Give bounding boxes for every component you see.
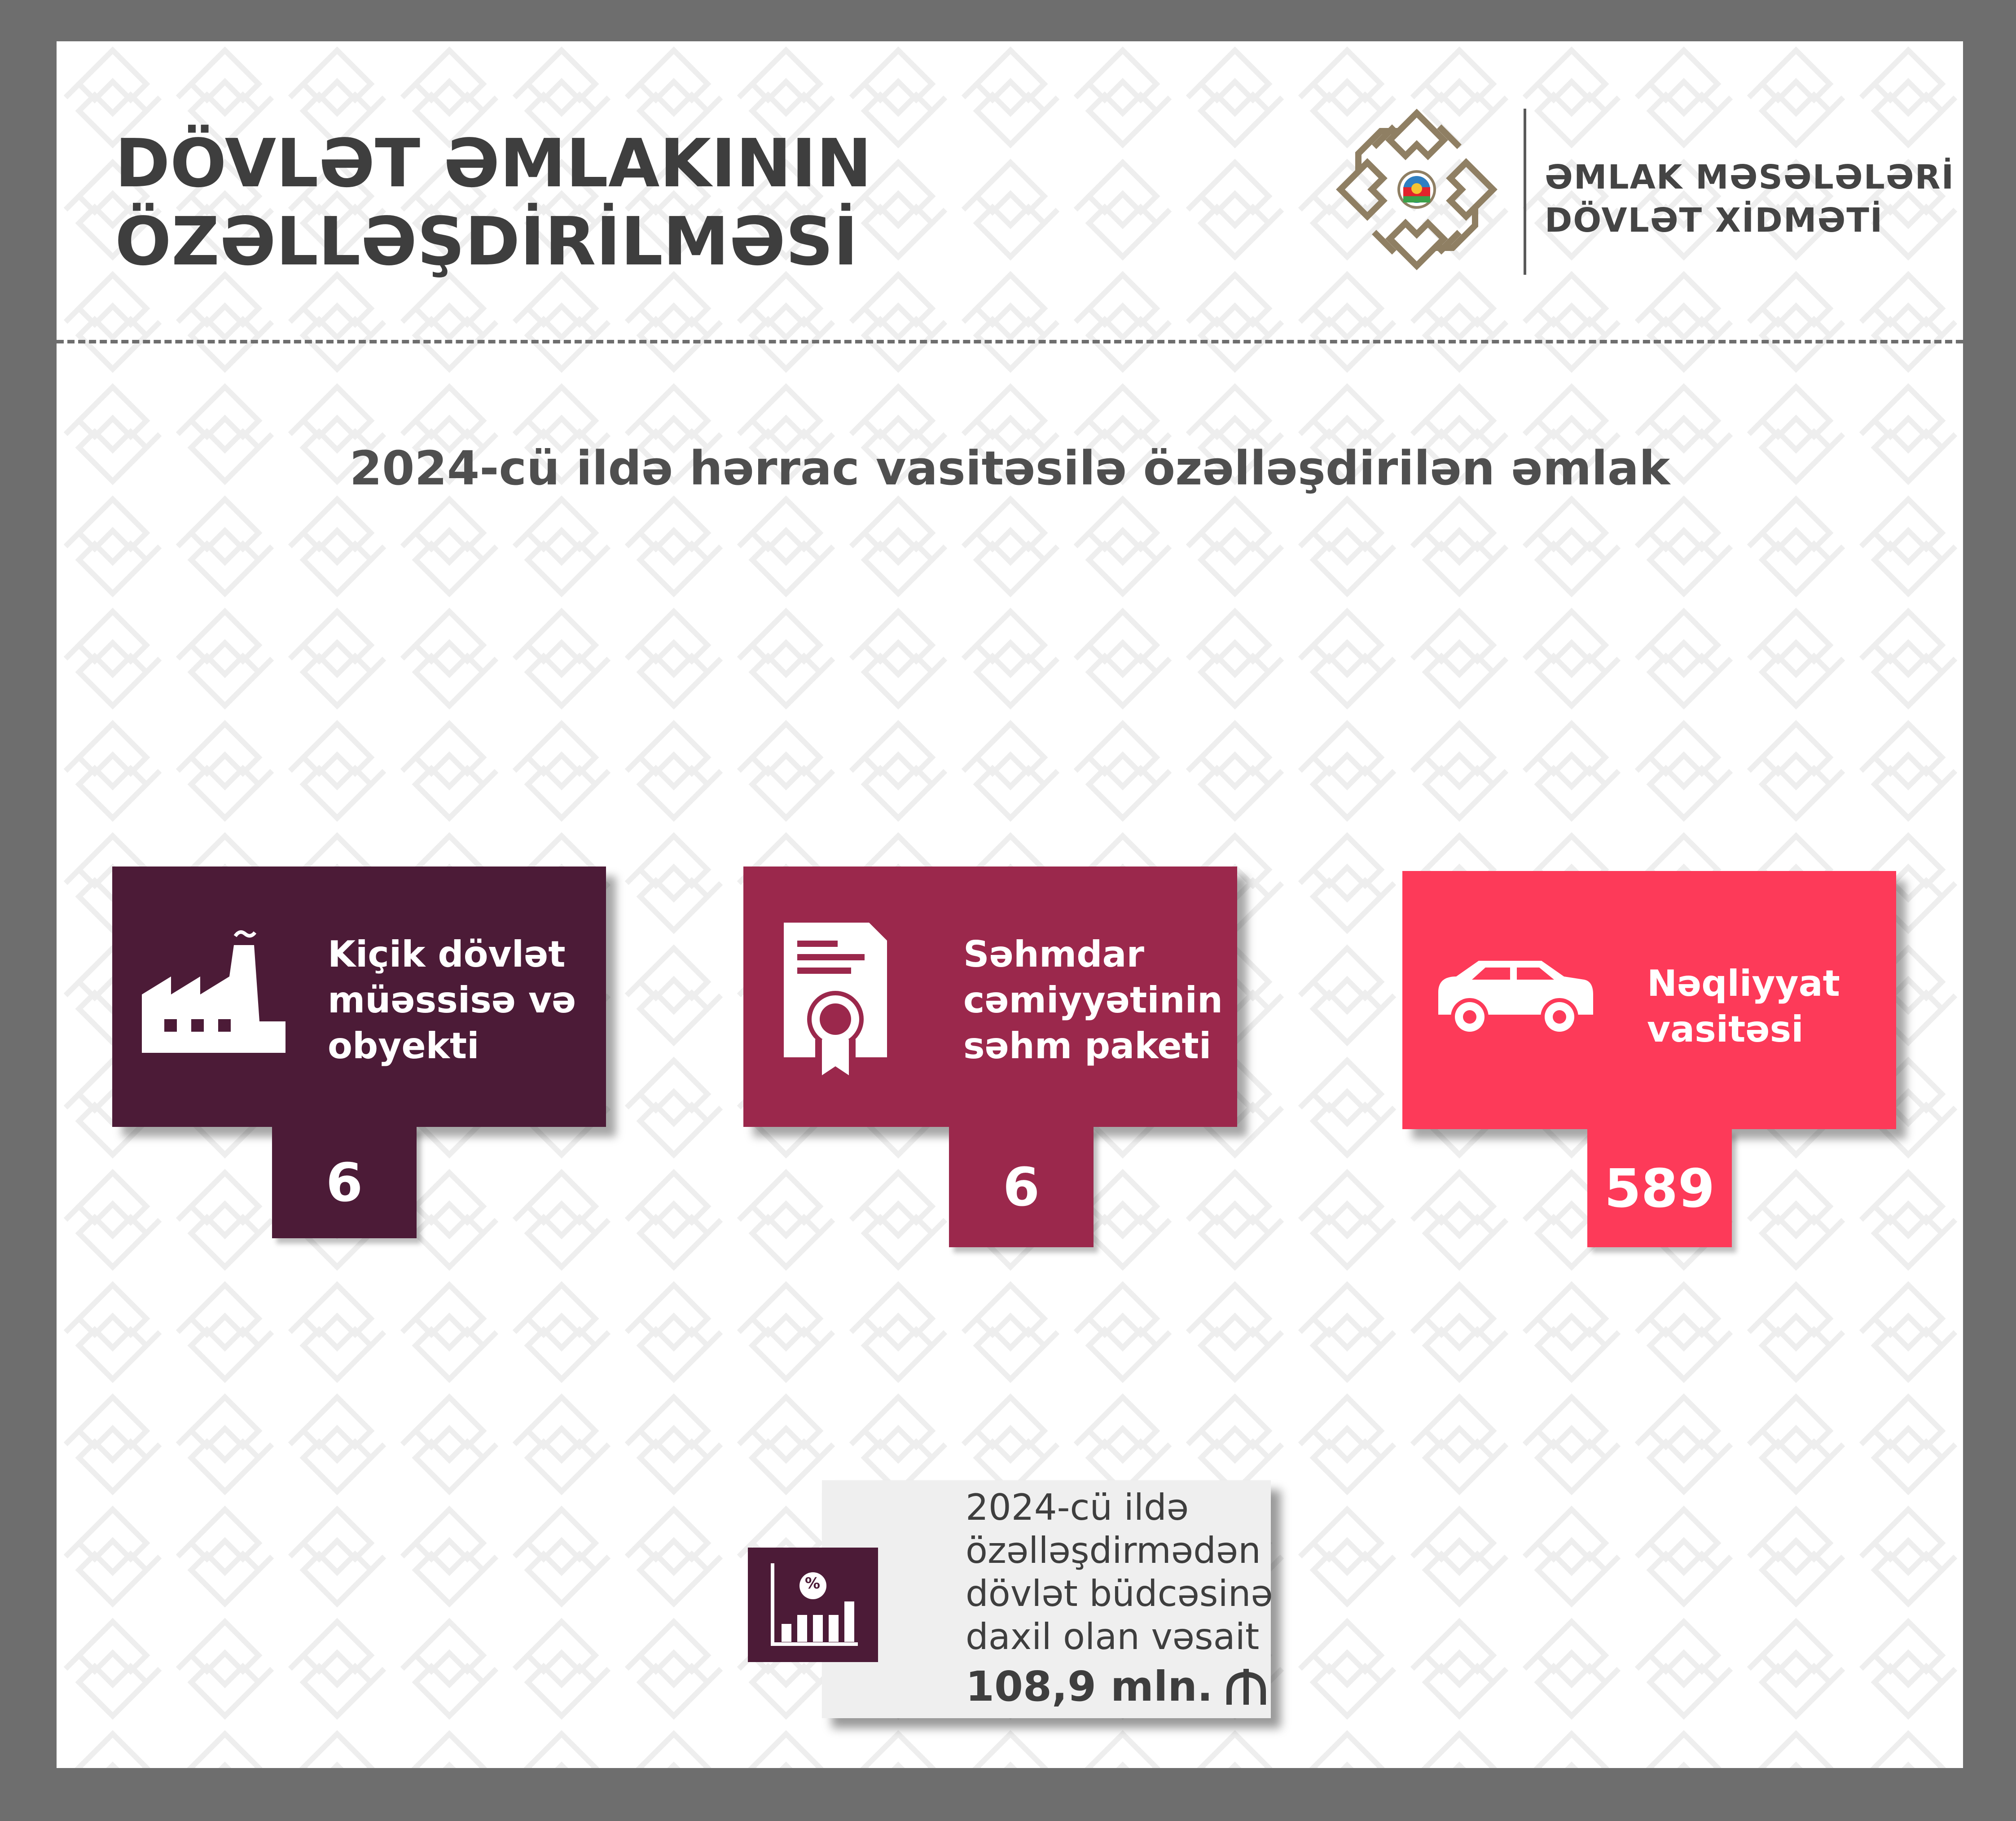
logo-divider: [1524, 109, 1526, 275]
organization-name-line2: DÖVLƏT XİDMƏTİ: [1545, 201, 1884, 240]
category-label-line: müəssisə və: [328, 979, 576, 1021]
car-icon: [1429, 952, 1600, 1042]
infographic-frame: [57, 41, 1963, 1768]
manat-icon: [1224, 1667, 1269, 1707]
revenue-icon-box: [748, 1548, 878, 1662]
section-subtitle: 2024-cü ildə hərrac vasitəsilə özəlləşdirilən əmlak: [349, 441, 1670, 496]
revenue-description-line: 2024-cü ildə: [966, 1487, 1189, 1528]
category-card-enterprises: [112, 867, 606, 1127]
factory-icon: [137, 918, 290, 1062]
category-label: [963, 932, 1223, 1069]
revenue-amount-value: 108,9 mln.: [966, 1663, 1213, 1711]
revenue-description-line: özəlləşdirmədən: [966, 1530, 1261, 1571]
revenue-description-line: daxil olan vəsait: [966, 1616, 1260, 1658]
category-label-line: Kiçik dövlət: [328, 933, 566, 975]
category-count-enterprises: 6: [272, 1127, 417, 1238]
category-label: [328, 932, 576, 1069]
category-card-shares: [743, 867, 1237, 1127]
category-label-line: cəmiyyətinin: [963, 979, 1223, 1021]
percent-symbol: %: [805, 1575, 821, 1592]
category-label-line: səhm paketi: [963, 1025, 1212, 1067]
page-title-line1: DÖVLƏT ƏMLAKININ: [115, 125, 872, 202]
header-divider: [57, 340, 1963, 343]
percent-chart-icon: [748, 1548, 878, 1662]
category-label-line: Səhmdar: [963, 933, 1144, 975]
organization-name: [1545, 156, 1955, 242]
revenue-amount: [966, 1662, 1269, 1711]
organization-name-line1: ƏMLAK MƏSƏLƏLƏRİ: [1545, 158, 1955, 197]
category-count-vehicles: 589: [1587, 1129, 1732, 1247]
category-label-line: obyekti: [328, 1025, 479, 1067]
page-title: [115, 124, 872, 281]
page-title-line2: ÖZƏLLƏŞDİRİLMƏSİ: [115, 203, 858, 280]
category-count-shares: 6: [949, 1127, 1094, 1247]
category-label-line: vasitəsi: [1647, 1008, 1804, 1050]
category-label-line: Nəqliyyat: [1647, 963, 1840, 1004]
revenue-description-line: dövlət büdcəsinə: [966, 1573, 1273, 1614]
category-label: [1647, 961, 1840, 1052]
certificate-icon: [779, 918, 892, 1080]
category-card-vehicles: [1402, 871, 1896, 1129]
emblem-logo-icon: [1331, 104, 1502, 275]
revenue-description: [966, 1486, 1273, 1658]
